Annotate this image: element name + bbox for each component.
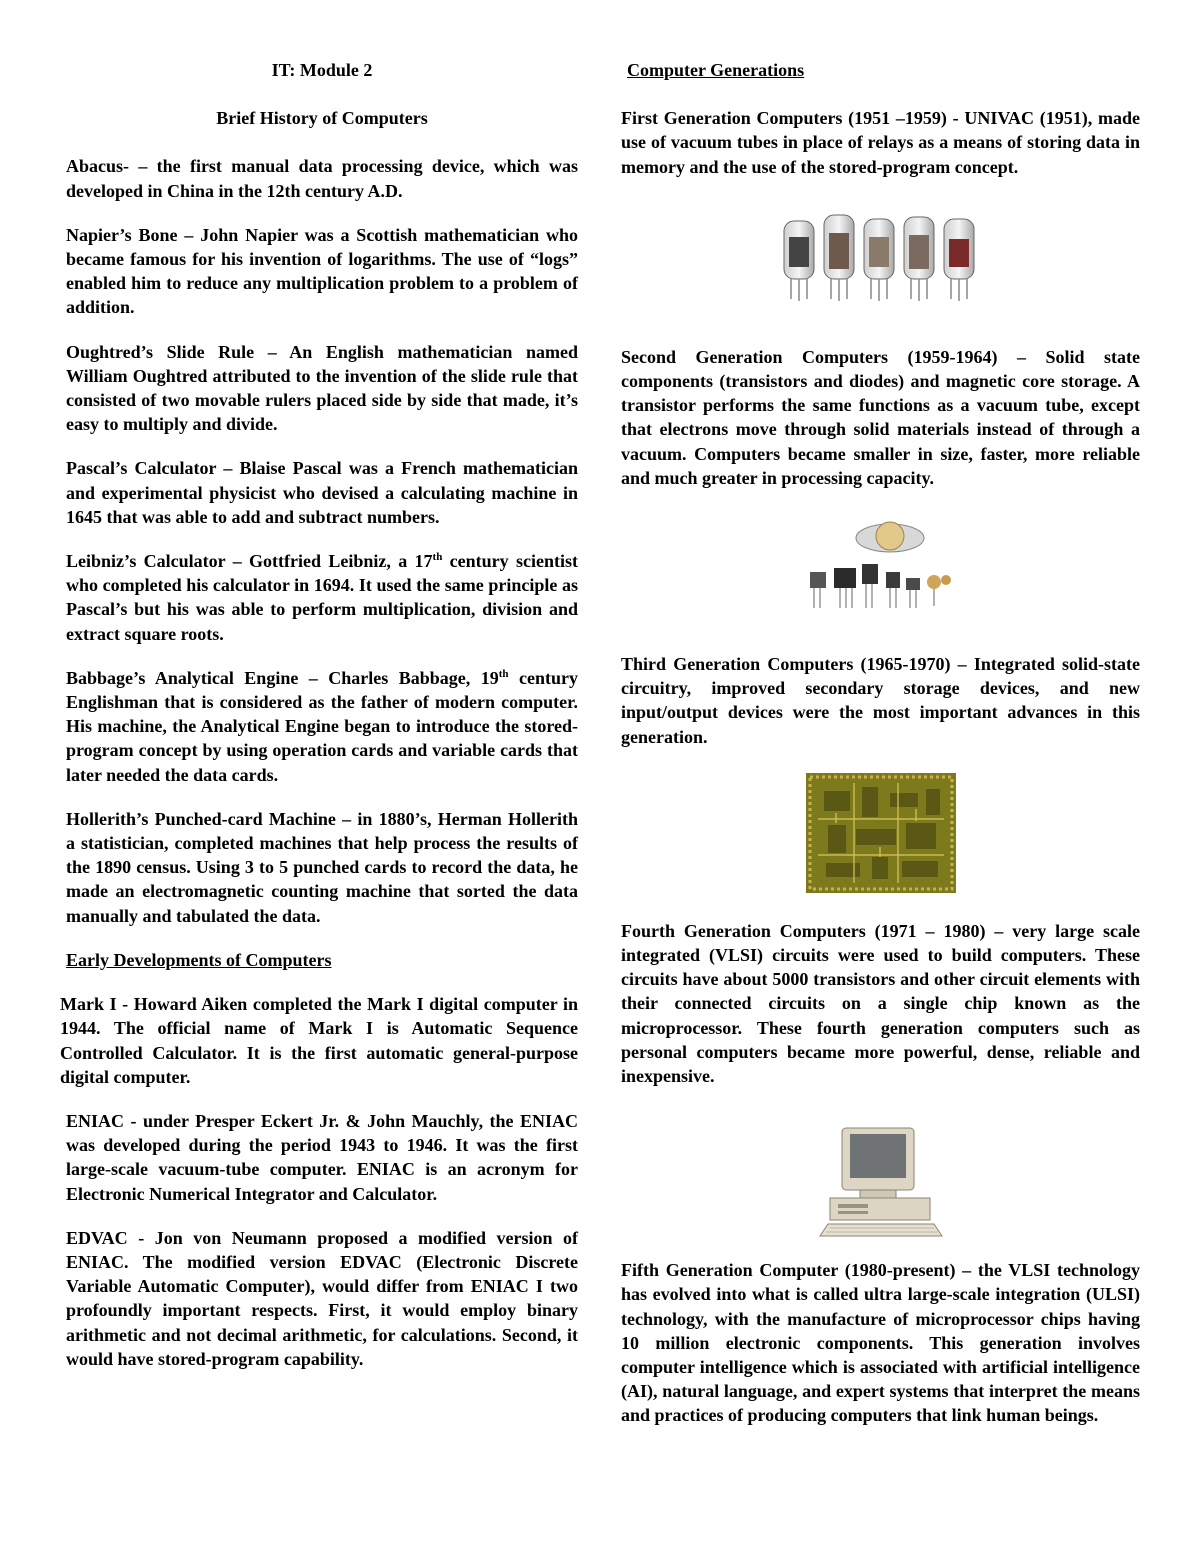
entry-fifth-generation: Fifth Generation Computer (1980-present) – the VLSI technology has evolved into what is called ultra large-scale integration (ULSI) technology, with the manufacture of microprocessor chips having 10 million electronic components. This generation involves computer intelligence which is associated with artificial intelligence (AI), natural language, and expert systems that interpret the means and practices of producing computers that link human beings.: [621, 1260, 1141, 1426]
entry-oughtred: Oughtred’s Slide Rule – An English mathematician named William Oughtred attributed to the invention of the slide rule that consisted of two movable rulers placed side by side that made, it’s easy to multiply and divide.: [66, 341, 578, 435]
entry-pascal: Pascal’s Calculator – Blaise Pascal was a French mathematician and experimental physicist who devised a calculating machine in 1645 that was able to add and subtract numbers.: [66, 458, 578, 527]
entry-abacus: Abacus- – the first manual data processing device, which was developed in China in the 12th century A.D.: [66, 156, 578, 201]
right-column: [621, 58, 1140, 1428]
entry-third-generation: Third Generation Computers (1965-1970) – Integrated solid-state circuitry, improved secondary storage devices, and new input/output devices were the most important advances in this generation.: [621, 654, 1140, 747]
entry-leibniz: Leibniz’s Calculator – Gottfried Leibniz, a 17th century scientist who completed his calculator in 1694. It used the same principle as Pascal’s but his was able to perform multiplication, division and extract square roots.: [66, 551, 578, 644]
personal-computer-image: [816, 1124, 946, 1244]
entry-babbage: Babbage’s Analytical Engine – Charles Babbage, 19th century Englishman that is considered as the father of modern computer. His machine, the Analytical Engine began to introduce the stored-program concept by using operation cards and variable cards that later needed the data cards.: [66, 667, 578, 785]
module-title: IT: Module 2: [271, 60, 373, 80]
entry-second-generation: Second Generation Computers (1959-1964) – Solid state components (transistors and diodes) and magnetic core storage. A transistor performs the same functions as a vacuum tube, except that electrons move through solid materials instead of through a vacuum. Computers became smaller in size, faster, more reliable and much greater in processing capacity.: [621, 346, 1140, 488]
entry-hollerith: Hollerith’s Punched-card Machine – in 1880’s, Herman Hollerith a statistician, completed machines that help process the results of the 1890 census. Using 3 to 5 punched cards to record the data, he made an electromagnetic counting machine that sorted the data manually and tabulated the data.: [66, 808, 578, 926]
section-title: Brief History of Computers: [216, 108, 428, 129]
entry-eniac: ENIAC - under Presper Eckert Jr. & John Mauchly, the ENIAC was developed during the period 1943 to 1946. It was the first large-scale vacuum-tube computer. ENIAC is an acronym for Electronic Numerical Integrator and Calculator.: [66, 1110, 578, 1204]
vacuum-tubes-image: [776, 209, 986, 305]
transistors-image: [806, 516, 956, 612]
early-developments-heading: Early Developments of Computers: [66, 949, 332, 970]
left-column: [60, 58, 579, 1371]
entry-fourth-generation: Fourth Generation Computers (1971 – 1980) – very large scale integrated (VLSI) circuits were used to build computers. These circuits have about 5000 transistors and other circuit elements with their connected circuits on a single chip known as the microprocessor. These fourth generation computers such as personal computers became more powerful, dense, reliable and inexpensive.: [621, 920, 1141, 1087]
entry-edvac: EDVAC - Jon von Neumann proposed a modified version of ENIAC. The modified version EDVAC (Electronic Discrete Variable Automatic Computer), would differ from ENIAC I two profoundly important respects. First, it would employ binary arithmetic and not decimal arithmetic, for calculations. Second, it would have stored-program capability.: [66, 1227, 578, 1369]
entry-first-generation: First Generation Computers (1951 –1959) - UNIVAC (1951), made use of vacuum tubes in place of relays as a means of storing data in memory and the use of the stored-program concept.: [621, 108, 1141, 177]
entry-mark-i: Mark I - Howard Aiken completed the Mark I digital computer in 1944. The official name of Mark I is Automatic Sequence Controlled Calculator. It is the first automatic general-purpose digital computer.: [60, 994, 578, 1087]
entry-napier: Napier’s Bone – John Napier was a Scottish mathematician who became famous for his invention of logarithms. The use of “logs” enabled him to reduce any multiplication problem to a problem of addition.: [66, 224, 579, 318]
integrated-circuit-image: [806, 773, 956, 893]
generations-heading: Computer Generations: [627, 60, 805, 80]
